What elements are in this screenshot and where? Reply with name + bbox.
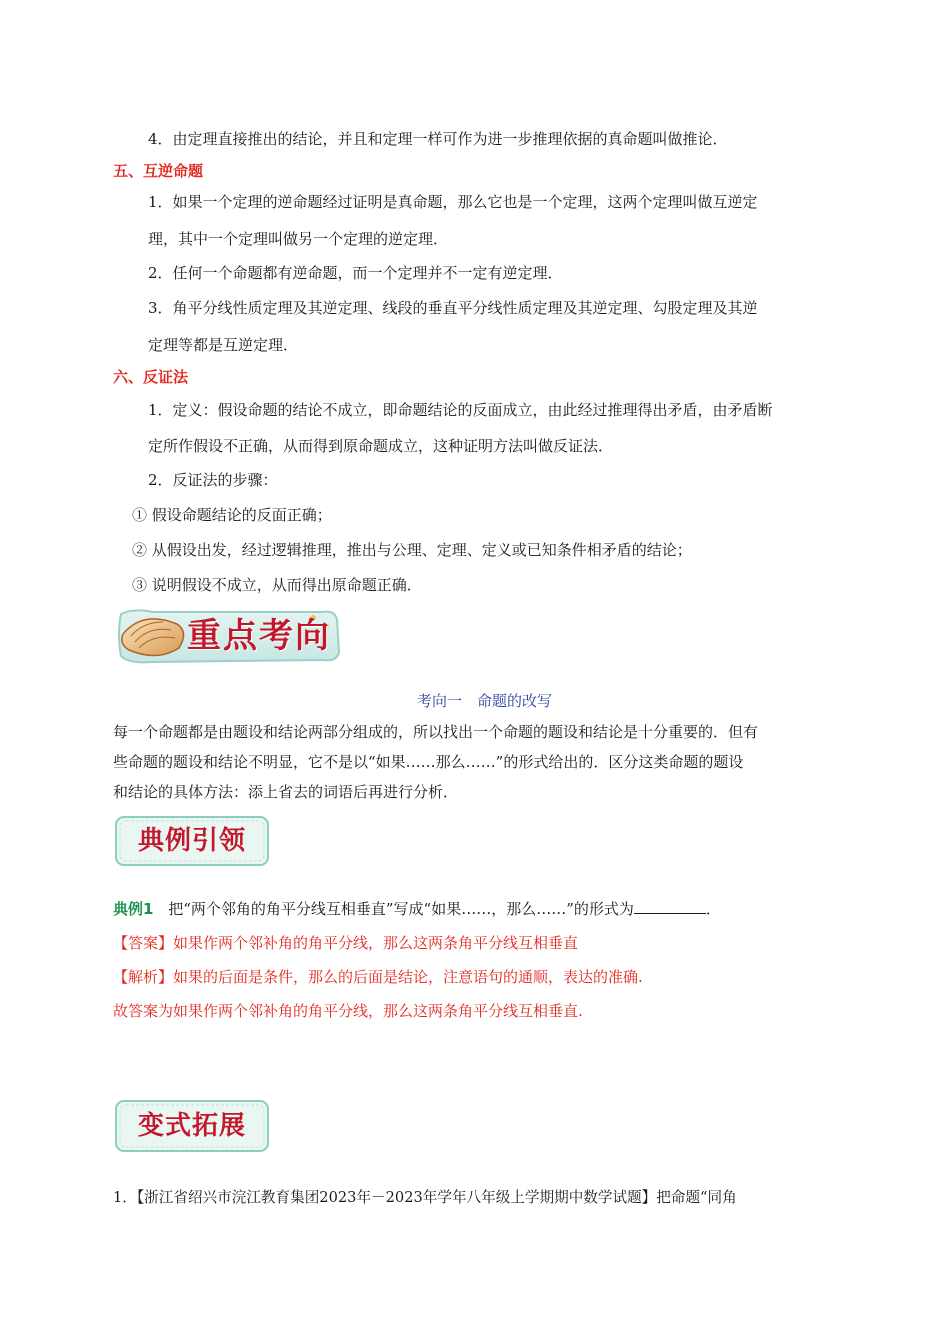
- section6-item2: 2．反证法的步骤：: [148, 471, 278, 489]
- section6-heading: 六、反证法: [113, 368, 189, 386]
- example1-conclusion: 故答案为如果作两个邻补角的角平分线，那么这两条角平分线互相垂直.: [113, 1002, 583, 1020]
- example1-question-end: ．: [705, 900, 721, 918]
- example1-label: 典例1: [113, 900, 154, 918]
- exercise1-line1: 1．【浙江省绍兴市浣江教育集团2023年－2023年学年八年级上学期期中数学试题】把命题“同角: [113, 1189, 737, 1206]
- section5-item3-line2: 定理等都是互逆定理．: [148, 336, 299, 354]
- section6-step2: ② 从假设出发，经过逻辑推理，推出与公理、定理、定义或已知条件相矛盾的结论；: [132, 541, 692, 559]
- direction1-para-line3: 和结论的具体方法：添上省去的词语后再进行分析．: [113, 783, 459, 801]
- section6-step3: ③ 说明假设不成立，从而得出原命题正确．: [132, 576, 422, 594]
- section5-item2: 2．任何一个命题都有逆命题，而一个定理并不一定有逆定理．: [148, 264, 563, 282]
- section5-item3-line1: 3．角平分线性质定理及其逆定理、线段的垂直平分线性质定理及其逆定理、勾股定理及其逆: [148, 299, 758, 317]
- section6-item1-line2: 定所作假设不正确，从而得到原命题成立，这种证明方法叫做反证法．: [148, 437, 614, 455]
- section5-heading: 五、互逆命题: [113, 162, 204, 180]
- variant-banner: [113, 1098, 271, 1154]
- example1-question: [113, 899, 721, 919]
- section6-step1: ① 假设命题结论的反面正确；: [132, 506, 332, 524]
- direction1-para-line1: 每一个命题都是由题设和结论两部分组成的，所以找出一个命题的题设和结论是十分重要的．但有: [113, 723, 759, 741]
- variant-banner-text: 变式拓展: [137, 1111, 246, 1141]
- section6-item1-line1: 1．定义：假设命题的结论不成立，即命题结论的反面成立，由此经过推理得出矛盾，由矛盾断: [148, 401, 773, 419]
- example1-answer: 【答案】如果作两个邻补角的角平分线，那么这两条角平分线互相垂直: [113, 934, 579, 952]
- direction1-title: 考向一 命题的改写: [417, 692, 553, 710]
- example-banner-text: 典例引领: [137, 826, 246, 856]
- section4-item4: 4．由定理直接推出的结论，并且和定理一样可作为进一步推理依据的真命题叫做推论．: [148, 130, 728, 148]
- section5-item1-line2: 理，其中一个定理叫做另一个定理的逆定理．: [148, 230, 449, 248]
- answer-blank: [634, 899, 706, 914]
- key-direction-banner-text: 重点考向: [187, 616, 331, 656]
- example1-analysis: 【解析】如果的后面是条件，那么的后面是结论，注意语句的通顺，表达的准确.: [113, 968, 643, 986]
- example1-question-text: 把“两个邻角的角平分线互相垂直”写成“如果……，那么……”的形式为: [168, 900, 634, 918]
- key-direction-banner: [113, 604, 343, 668]
- section5-item1-line1: 1．如果一个定理的逆命题经过证明是真命题，那么它也是一个定理，这两个定理叫做互逆定: [148, 193, 758, 211]
- example-banner: [113, 814, 271, 868]
- direction1-para-line2: 些命题的题设和结论不明显，它不是以“如果……那么……”的形式给出的．区分这类命题的题设: [113, 753, 744, 771]
